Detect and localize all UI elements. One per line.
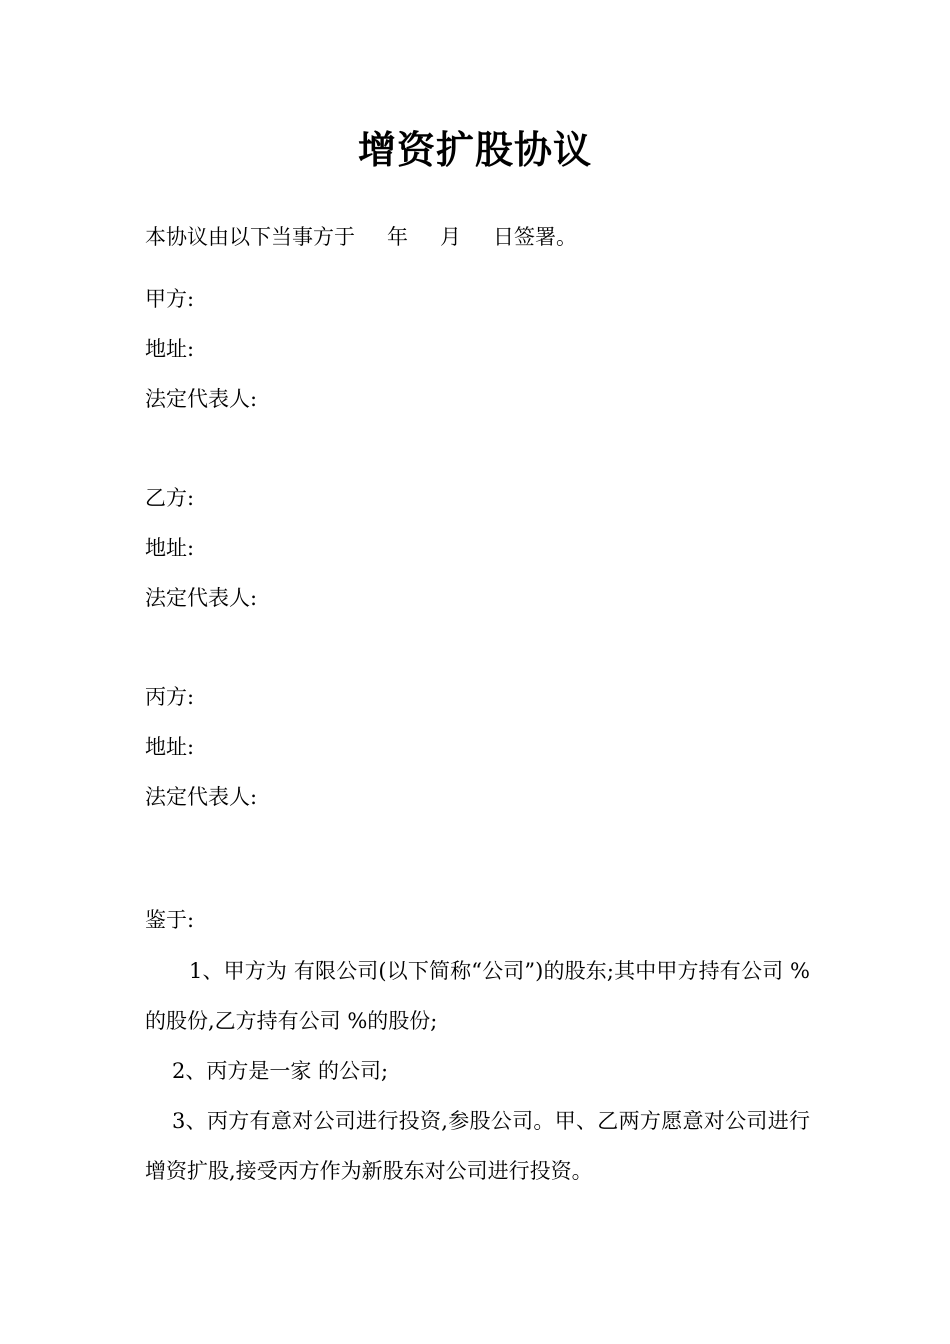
party-a-name-label: 甲方: (145, 287, 195, 311)
whereas-heading: 鉴于: (145, 908, 195, 932)
party-c-name-label: 丙方: (145, 685, 195, 709)
intro-prefix: 本协议由以下当事方于 (145, 225, 355, 249)
party-b-rep-label: 法定代表人: (145, 586, 258, 610)
party-b-address-label: 地址: (145, 536, 195, 560)
party-b-name-label: 乙方: (145, 486, 195, 510)
whereas-item-3: 3、丙方有意对公司进行投资,参股公司。甲、乙两方愿意对公司进行增资扩股,接受丙方作为新股东对公司进行投资。 (145, 1109, 810, 1183)
intro-year: 年 (387, 225, 408, 249)
whereas-item-1: 1、甲方为 有限公司(以下简称“公司”)的股东;其中甲方持有公司 %的股份,乙方持有公司 %的股份; (145, 959, 810, 1033)
intro-line (145, 222, 577, 252)
whereas-item-2: 2、丙方是一家 的公司; (172, 1059, 389, 1083)
party-c-address-label: 地址: (145, 735, 195, 759)
intro-month: 月 (440, 225, 461, 249)
party-c-rep-label: 法定代表人: (145, 785, 258, 809)
party-a-rep-label: 法定代表人: (145, 387, 258, 411)
intro-day-suffix: 日签署。 (493, 225, 577, 249)
party-a-address-label: 地址: (145, 337, 195, 361)
document-title: 增资扩股协议 (357, 128, 592, 172)
